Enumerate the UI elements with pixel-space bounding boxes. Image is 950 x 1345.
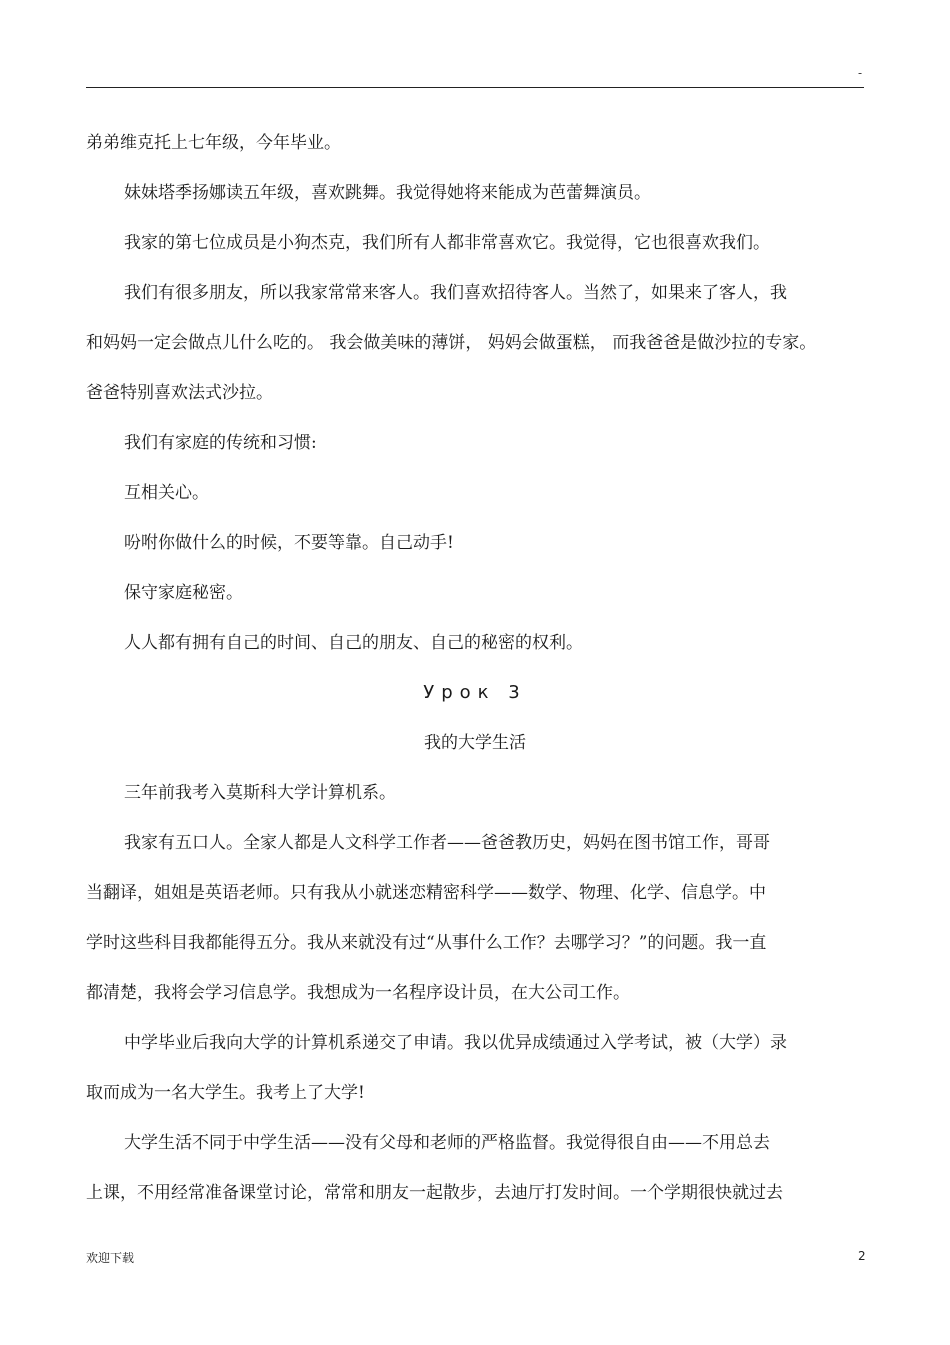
text-line: 取而成为一名大学生。我考上了大学! [86,1083,365,1103]
text-line: 学时这些科目我都能得五分。我从来就没有过“从事什么工作？去哪学习？”的问题。我一直 [86,933,767,953]
text-line: 妹妹塔季扬娜读五年级，喜欢跳舞。我觉得她将来能成为芭蕾舞演员。 [124,183,651,203]
text-line: 中学毕业后我向大学的计算机系递交了申请。我以优异成绩通过入学考试，被（大学）录 [124,1033,787,1053]
text-line: 人人都有拥有自己的时间、自己的朋友、自己的秘密的权利。 [124,633,583,653]
section-title: 我的大学生活 [424,733,526,753]
text-line: 互相关心。 [124,483,209,503]
lesson-heading: Урок 3 [423,682,527,703]
text-line: 和妈妈一定会做点儿什么吃的。 我会做美味的薄饼， 妈妈会做蛋糕， 而我爸爸是做沙拉的专家。 [86,333,817,353]
text-line: 爸爸特别喜欢法式沙拉。 [86,383,273,403]
text-line: 大学生活不同于中学生活——没有父母和老师的严格监督。我觉得很自由——不用总去 [124,1133,770,1153]
footer-caption: 欢迎下载 [86,1251,135,1265]
text-line: 当翻译，姐姐是英语老师。只有我从小就迷恋精密科学——数学、物理、化学、信息学。中 [86,883,766,903]
text-line: 都清楚，我将会学习信息学。我想成为一名程序设计员，在大公司工作。 [86,983,630,1003]
text-line: 三年前我考入莫斯科大学计算机系。 [124,783,396,803]
text-line: 上课，不用经常准备课堂讨论，常常和朋友一起散步，去迪厅打发时间。一个学期很快就过去 [86,1183,783,1203]
header-mark: - [858,66,863,80]
text-line: 吩咐你做什么的时候，不要等靠。自己动手! [124,533,454,553]
text-line: 我家有五口人。全家人都是人文科学工作者——爸爸教历史，妈妈在图书馆工作，哥哥 [124,833,770,853]
text-line: 保守家庭秘密。 [124,583,243,603]
text-line: 我家的第七位成员是小狗杰克，我们所有人都非常喜欢它。我觉得，它也很喜欢我们。 [124,233,770,253]
text-line: 弟弟维克托上七年级，今年毕业。 [86,133,341,153]
text-line: 我们有很多朋友，所以我家常常来客人。我们喜欢招待客人。当然了，如果来了客人，我 [124,283,787,303]
text-line: 我们有家庭的传统和习惯: [124,433,317,453]
page-number: 2 [858,1249,866,1263]
header-rule [86,87,864,88]
